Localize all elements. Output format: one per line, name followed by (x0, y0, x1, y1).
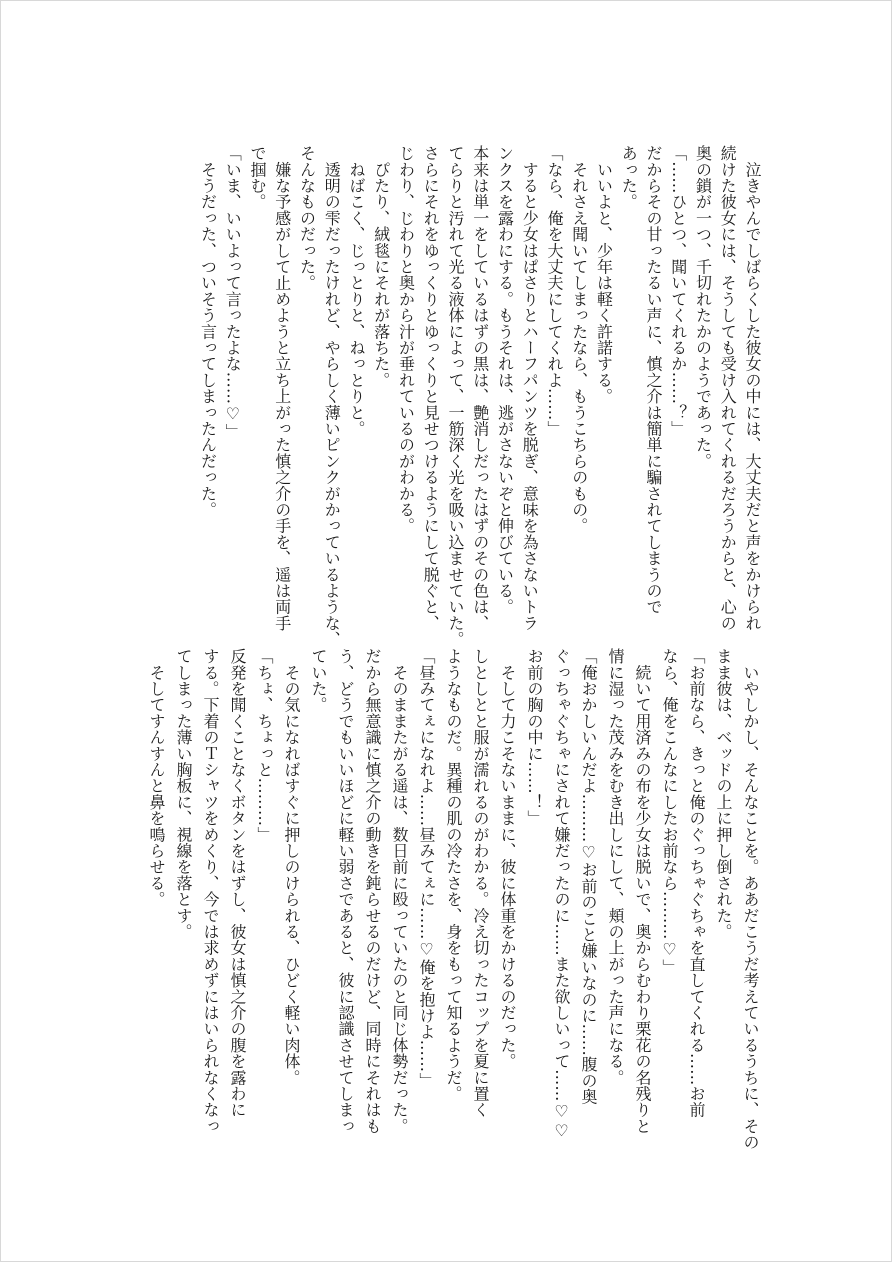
text-line: そんなものだった。 (297, 145, 317, 291)
text-line: てしまった薄い胸板に、視線を落とす。 (174, 648, 193, 940)
text-line: 「昼みてぇになれよ……昼みてぇに……♡俺を抱けよ……」 (417, 648, 436, 1089)
text-line: 「……ひとつ、聞いてくれるか……？」 (668, 145, 688, 437)
text-line: ようなものだ。異種の肌の冷たさを、身をもって知るようだ。 (444, 648, 463, 1102)
text-line: 続いて用済みの布を少女は脱いで、奥からむわり栗花の名残りと (633, 648, 652, 1134)
text-line: 「お前なら、きっと俺のぐっちゃぐちゃを直してくれる……お前 (687, 648, 706, 1118)
text-line: すると少女はぱさりとハーフパンツを脱ぎ、意味を為さないトラ (520, 145, 540, 631)
text-line: そのままたがる遥は、数日前に殴っていたのと同じ体勢だった。 (390, 648, 409, 1134)
text-line: お前の胸の中に……！」 (525, 648, 544, 827)
text-line: ぐっちゃぐちゃにされて嫌だったのに……また欲しいって……♡♡ (552, 648, 571, 1140)
text-line: いいよと、少年は軽く許諾する。 (594, 145, 614, 405)
text-line: う、どうでもいいほどに軽い弱さであると、彼に認識させてしまっ (336, 648, 355, 1134)
text-line: で掴む。 (248, 145, 267, 210)
text-line: 「俺おかしいんだよ………♡お前のこと嫌いなのに……腹の奥 (579, 648, 598, 1105)
text-line: 「ちょ、ちょっと………」 (255, 648, 274, 843)
text-line: 続けた彼女には、そうしても受け入れてくれるだろうからと、心の (718, 145, 738, 631)
text-line: そして力こそないままに、彼に体重をかけるのだった。 (498, 648, 517, 1070)
text-line: てらりと汚れて光る液体によって、一筋深く光を吸い込ませていた。 (446, 145, 465, 648)
text-line: 泣きやんでしばらくした彼女の中には、大丈夫だと声をかけられ (743, 145, 762, 631)
text-line: そしてすんすんと鼻を鳴らせる。 (147, 648, 166, 908)
text-line: 嫌な予感がして止めようと立ち上がった慎之介の手を、遥は両手 (272, 145, 292, 631)
text-line: いやしかし、そんなことを。ああだこうだ考えているうちに、その (741, 648, 760, 1151)
text-line: 奥の鎖が一つ、千切れたかのようであった。 (693, 145, 713, 469)
text-line: じわり、じわりと奥から汁が垂れているのがわかる。 (396, 145, 416, 534)
upper-text-block (195, 145, 764, 648)
text-line: あった。 (619, 145, 639, 210)
text-line: なら、俺をこんなにしたお前なら………♡」 (660, 648, 679, 975)
text-line: しとしとと服が濡れるのがわかる。冷え切ったコップを夏に置く (471, 648, 490, 1118)
text-line: だからその甘ったるい声に、慎之介は簡単に騙されてしまうので (644, 145, 663, 615)
lower-text-block (143, 648, 764, 1151)
text-line: 反発を聞くことなくボタンをはずし、彼女は慎之介の腹を露わに (228, 648, 247, 1118)
text-line: ンクスを露わにする。もうそれは、逃がさないぞと伸びている。 (495, 145, 515, 615)
text-line: 「いま、いいよって言ったよな……♡」 (223, 145, 243, 440)
text-line: それさえ聞いてしまったなら、もうこちらのもの。 (569, 145, 589, 534)
text-line: ていた。 (309, 648, 328, 713)
text-line: 透明の雫だったけれど、やらしく薄いピンクがかっているような、 (322, 145, 342, 648)
text-line: さらにそれをゆっくりとゆっくりと見せつけるようにして脱ぐと、 (421, 145, 441, 631)
text-line: 情に湿った茂みをむき出しにして、頬の上がった声になる。 (606, 648, 625, 1086)
text-line: その気になればすぐに押しのけられる、ひどく軽い肉体。 (282, 648, 301, 1086)
text-line: 「なら、俺を大丈夫にしてくれよ……」 (545, 145, 564, 437)
text-line: ねばこく、じっとりと、ねっとりと。 (347, 145, 366, 437)
text-line: そうだった、ついそう言ってしまったんだった。 (198, 145, 218, 518)
text-line: 本来は単一をしているはずの黒は、艶消しだったはずのその色は、 (470, 145, 490, 631)
text-line: まま彼は、ベッドの上に押し倒された。 (714, 648, 733, 940)
text-line: する。下着のＴシャツをめくり、今では求めずにはいられなくなっ (201, 648, 220, 1134)
text-line: だから無意識に慎之介の動きを鈍らせるのだけど、同時にそれはも (363, 648, 382, 1134)
text-line: ぴたり、絨毯にそれが落ちた。 (371, 145, 391, 388)
